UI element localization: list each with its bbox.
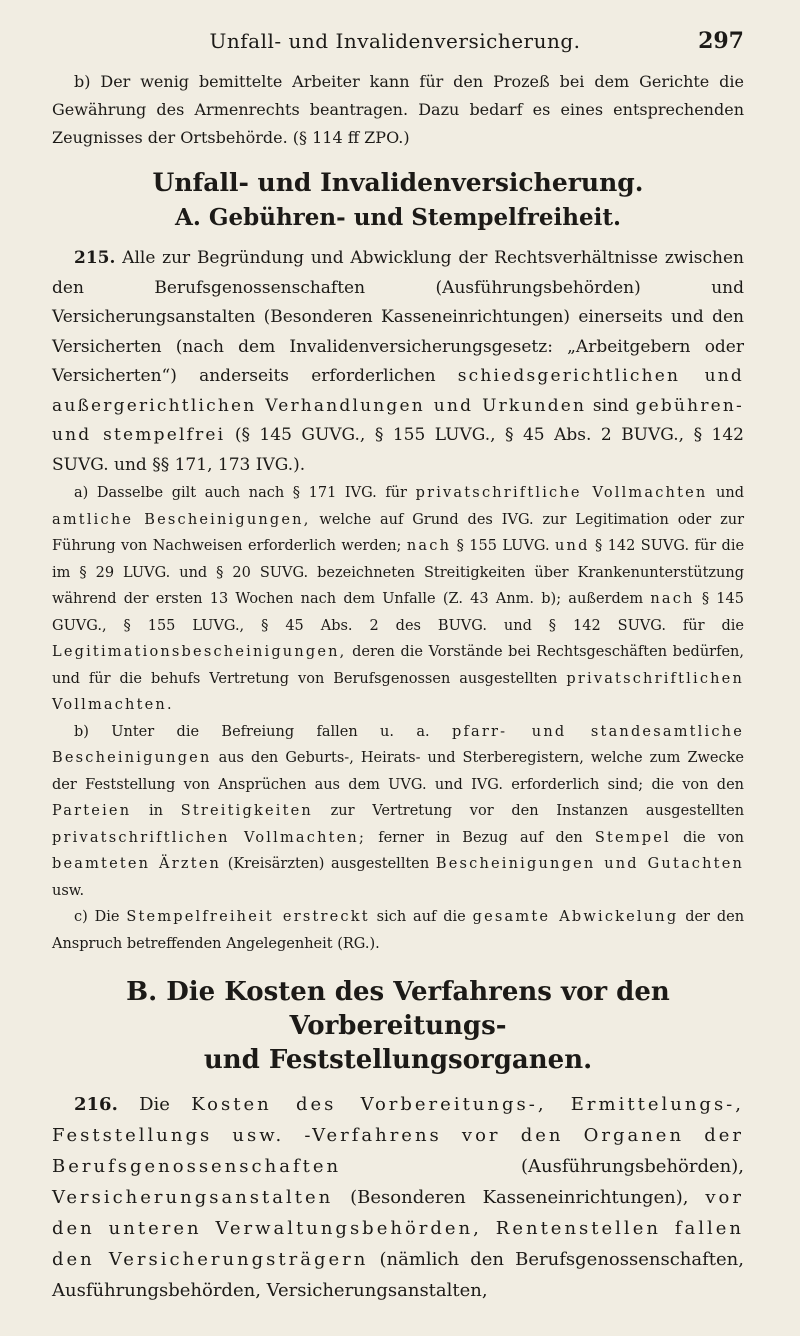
paragraph-b-top: b) Der wenig bemittelte Arbeiter kann für den Prozeß bei dem Gerichte die Gewährung des Armenrechts beantragen. Dazu bedarf es eines entsprechenden Zeugnisses der Ortsbehörde. (§ 114 ff ZPO.)	[52, 72, 744, 147]
running-head	[52, 28, 744, 54]
section-title: Unfall- und Invalidenversicherung.	[152, 168, 644, 197]
subsection-b-title-line1: B. Die Kosten des Verfahrens vor den Vorbereitungs-	[126, 977, 670, 1041]
paragraph-216: 216. Die Kosten des Vorbereitungs-, Ermittelungs-, Feststellungs usw. -Verfahrens vor den Organen der Berufsgenossenschaften (Ausführungsbehörden), Versicherungsanstalten (Besonderen Kasseneinrichtungen), vor den unteren Verwaltungsbehörden, Rentenstellen fallen den Versicherungsträgern (nämlich den Berufsgenossenschaften, Ausführungsbehörden, Versicherungsanstalten,	[52, 1094, 744, 1301]
subsection-a-title: A. Gebühren- und Stempelfreiheit.	[175, 204, 621, 231]
paragraph-215a: a) Dasselbe gilt auch nach § 171 IVG. für privatschriftliche Vollmachten und amtliche Bescheinigungen, welche auf Grund des IVG. zur Legitimation oder zur Führung von Nachweisen erforderlich werden; nach § 155 LUVG. und § 142 SUVG. für die im § 29 LUVG. und § 20 SUVG. bezeichneten Streitigkeiten über Krankenunterstützung während der ersten 13 Wochen nach dem Unfalle (Z. 43 Anm. b); außerdem nach § 145 GUVG., § 155 LUVG., § 45 Abs. 2 des BUVG. und § 142 SUVG. für die Legitimationsbescheinigungen, deren die Vorstände bei Rechtsgeschäften bedürfen, und für die behufs Vertretung von Berufsgenossen ausgestellten privatschriftlichen Vollmachten.	[52, 485, 745, 713]
running-head-title: Unfall- und Invalidenversicherung.	[209, 29, 581, 53]
paragraph-215c: c) Die Stempelfreiheit erstreckt sich auf die gesamte Abwickelung der den Anspruch betreffenden Angelegenheit (RG.).	[52, 909, 745, 952]
paragraph-number: 215.	[74, 248, 116, 268]
emphasis: gebühren- und stempelfrei	[52, 395, 744, 445]
emphasis: schiedsgerichtlichen und außergerichtlichen Verhandlungen und Urkunden	[52, 366, 744, 416]
paragraph-215: 215. Alle zur Begründung und Abwicklung der Rechtsverhältnisse zwischen den Berufsgenossenschaften (Ausführungsbehörden) und Versicherungsanstalten (Besonderen Kasseneinrichtungen) einerseits und den Versicherten (nach dem Invalidenversicherungsgesetz: „Arbeitgebern oder Versicherten“) anderseits erforderlichen schiedsgerichtlichen und außergerichtlichen Verhandlungen und Urkunden sind gebühren- und stempelfrei (§ 145 GUVG., § 155 LUVG., § 45 Abs. 2 BUVG., § 142 SUVG. und §§ 171, 173 IVG.).	[52, 248, 745, 475]
paragraph-number: 216.	[74, 1094, 118, 1115]
page-number: 297	[698, 28, 744, 54]
paragraph-215b: b) Unter die Befreiung fallen u. a. pfarr- und standesamtliche Bescheinigungen aus den Geburts-, Heirats- und Sterberegistern, welche zum Zwecke der Feststellung von Ansprüchen aus dem UVG. und IVG. erforderlich sind; die von den Parteien in Streitigkeiten zur Vertretung vor den Instanzen ausgestellten privatschriftlichen Vollmachten; ferner in Bezug auf den Stempel die von beamteten Ärzten (Kreisärzten) ausgestellten Bescheinigungen und Gutachten usw.	[52, 723, 745, 899]
subsection-b-title-line2: und Feststellungsorganen.	[203, 1045, 593, 1075]
